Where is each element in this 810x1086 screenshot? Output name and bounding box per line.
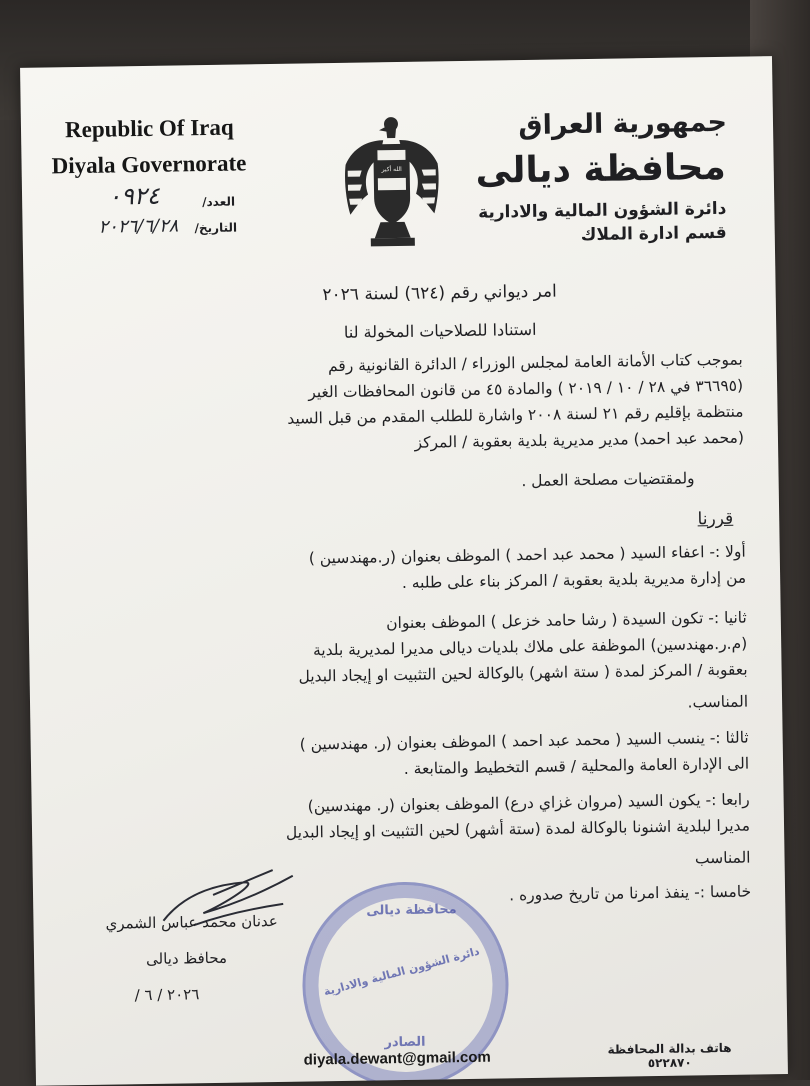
preamble-line-2: (٣٦٦٩٥ في ٢٨ / ١٠ / ٢٠١٩ ) والمادة ٤٥ من قانون المحافظات الغير [308, 376, 744, 402]
footer-phone [607, 1041, 731, 1071]
eagle-emblem-icon [339, 109, 445, 251]
footer-phone-value: ٥٢٢٨٧٠ [647, 1055, 692, 1071]
number-label: العدد/ [202, 194, 236, 210]
item-1-line-2: من إدارة مديرية بلدية بعقوبة / المركز بناء على طلبه . [401, 568, 747, 592]
order-title: امر ديواني رقم (٦٢٤) لسنة ٢٠٢٦ [322, 281, 557, 306]
order-preamble [53, 347, 745, 502]
header-ar-governorate: محافظة ديالى [475, 146, 727, 192]
number-value: ٠٩٢٤ [107, 181, 160, 211]
decided-heading: قررنا [697, 508, 734, 530]
preamble-line-4: (محمد عبد احمد) مدير مديرية بلدية بعقوبة / المركز [414, 428, 745, 452]
item-2-line-3: بعقوبة / المركز لمدة ( ستة اشهر) بالوكالة لحين التثبيت او إيجاد البديل [298, 660, 748, 686]
order-item-2 [57, 605, 749, 726]
header-ar-department: دائرة الشؤون المالية والادارية [477, 198, 727, 223]
order-item-1 [56, 539, 747, 602]
preamble-line-3: منتظمة بإقليم رقم ٢١ لسنة ٢٠٠٨ واشارة للطلب المقدم من قبل السيد [287, 402, 744, 428]
item-4-line-1: رابعا :- يكون السيد (مروان غزاي درع) الموظف بعنوان (ر. مهندسين) [307, 790, 750, 816]
order-item-3 [59, 725, 750, 788]
preamble-line-1: بموجب كتاب الأمانة العامة لمجلس الوزراء / الدائرة القانونية رقم [327, 350, 743, 376]
item-2-line-2: (م.ر.مهندسين) الموظفة على ملاك بلديات ديالى مديرا لمديرية بلدية [312, 634, 748, 660]
date-label: التاريخ/ [194, 220, 238, 236]
footer-phone-label: هاتف بدالة المحافظة [607, 1040, 732, 1057]
signature-date: ٢٠٢٦ / ٦ / [134, 985, 200, 1005]
signatory-name: عدنان محمد عباس الشمري [105, 911, 278, 933]
header-ar-country: جمهورية العراق [518, 106, 728, 142]
item-2-line-4: المناسب. [687, 692, 749, 712]
item-2-line-1: ثانيا :- تكون السيدة ( رشا حامد خزعل ) الموظف بعنوان [386, 608, 747, 633]
item-3-line-1: ثالثا :- ينسب السيد ( محمد عبد احمد ) الموظف بعنوان (ر. مهندسين ) [299, 728, 749, 754]
item-1-line-1: أولا :- اعفاء السيد ( محمد عبد احمد ) الموظف بعنوان (ر.مهندسين ) [308, 542, 746, 568]
stamp-middle-text: دائرة الشؤون المالية والادارية [322, 944, 481, 999]
emblem-banner-text: الله أكبر [381, 165, 402, 174]
header-en-country: Republic Of Iraq [64, 114, 234, 143]
order-subtitle: استنادا للصلاحيات المخولة لنا [343, 319, 537, 342]
stamp-outer-text: محافظة ديالى [366, 902, 457, 919]
item-5-line-1: خامسا :- ينفذ امرنا من تاريخ صدوره . [509, 882, 752, 905]
preamble-line-5: ولمقتضيات مصلحة العمل . [521, 469, 695, 491]
header-en-governorate: Diyala Governorate [51, 150, 247, 179]
stamp-inner-text: الصادر [384, 1034, 426, 1051]
signatory-role: محافظ ديالى [145, 948, 228, 969]
document-page [20, 56, 788, 1086]
item-4-line-3: المناسب [694, 848, 751, 868]
date-value: ٢٠٢٦/٦/٢٨ [98, 215, 179, 238]
item-3-line-2: الى الإدارة العامة والمحلية / قسم التخطيط والمتابعة . [403, 754, 750, 778]
footer-email: diyala.dewant@gmail.com [303, 1048, 491, 1069]
item-4-line-2: مديرا لبلدية اشنونا بالوكالة لمدة (ستة أشهر) لحين التثبيت او إيجاد البديل [285, 816, 751, 842]
header-ar-section: قسم ادارة الملاك [580, 222, 727, 246]
